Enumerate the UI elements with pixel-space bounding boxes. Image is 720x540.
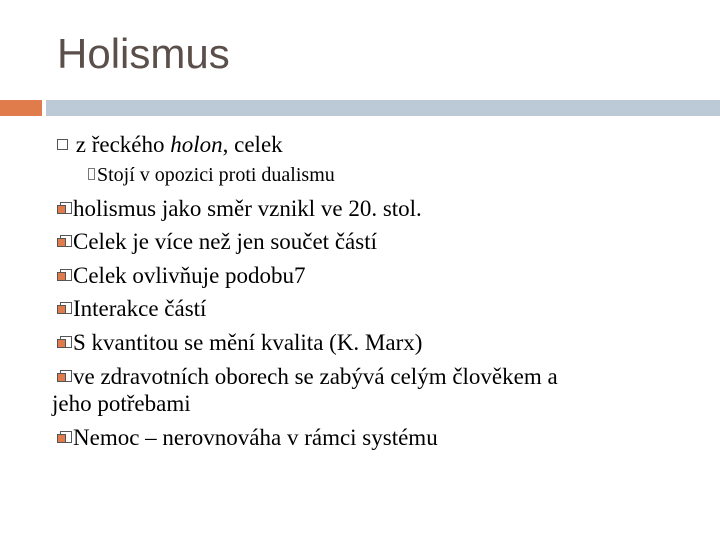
list-item: Nemoc – nerovnováha v rámci systému [57,426,438,449]
accent-bar-blue [46,100,720,116]
list-item: holismus jako směr vznikl ve 20. stol. [57,197,422,220]
accent-bar-orange [0,100,42,116]
bullet-icon [57,139,68,150]
sub-bullet-line: Stojí v opozici proti dualismu [88,165,335,185]
bullet-icon [57,235,73,249]
bullet-icon [57,431,73,445]
list-item: Interakce částí [57,297,206,320]
list-item: S kvantitou se mění kvalita (K. Marx) [57,331,422,354]
bullet-icon [57,202,73,216]
list-item-continuation: jeho potřebami [52,391,191,416]
bullet-icon [57,302,73,316]
list-item: ve zdravotních oborech se zabývá celým člověkem a [57,365,558,388]
list-item: Celek ovlivňuje podobu7 [57,264,306,287]
bullet-icon [57,370,73,384]
slide-title: Holismus [57,30,230,77]
list-item: Celek je více než jen součet částí [57,230,377,253]
bullet-icon [57,336,73,350]
bullet-icon [57,269,73,283]
missing-glyph-icon [88,168,95,180]
bullet-line-1: z řeckého holon, celek [57,133,283,156]
